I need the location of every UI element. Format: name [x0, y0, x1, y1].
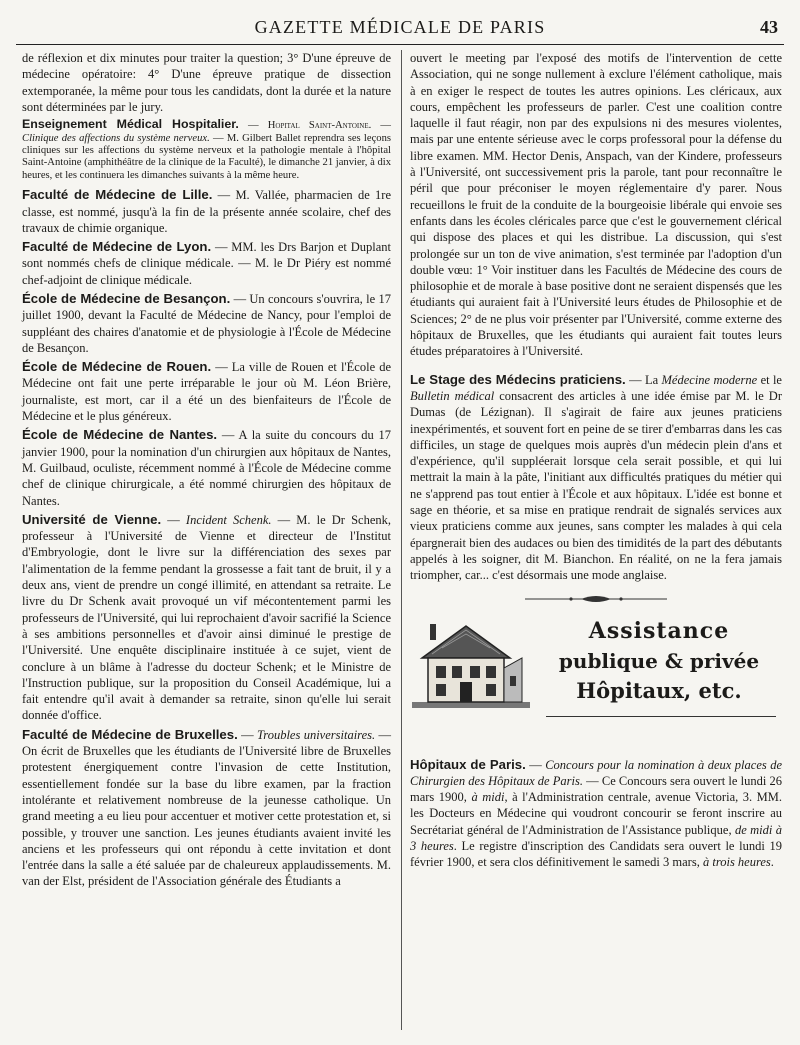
section-rule	[546, 716, 776, 717]
item-place: Hopital Saint-Antoine.	[267, 120, 372, 132]
news-item-bruxelles: Faculté de Médecine de Bruxelles. — Troubles universitaires. — On écrit de Bruxelles que les étudiants de l'Université libre de Bruxelles protestent énergiquement contre l'invasion de cette Institution, essentiellement fondée sur la base du libre examen, par la fraction intolérante et relativement nombreuse de la jeunesse catholique. Un grand meeting a eu lieu pour accentuer et motiver cette protestation et, si possible, y trouver une sanction. Les jeunes étudiants avaient invité les anciens et les professeurs qui ont répondu à cette invitation et dont l'entrée dans la salle a été saluée par de chaleureux applaudissements. M. van der Elst, président de l'Association générale des Étudiants a	[22, 726, 392, 889]
item-heading: École de Médecine de Besançon.	[22, 291, 231, 306]
paragraph-continued: de réflexion et dix minutes pour traiter la question; 3° D'une épreuve de médecine opératoire: 4° D'une épreuve pratique de dissection extemporanée, la même pour tous les candidats, dont la durée et la nature sont déterminées par le jury.	[22, 51, 391, 114]
item-text: consacrent des articles à une idée émise par M. le Dr Dumas (de Lézignan). Il s'agirait de faire aux jeunes praticiens inexpérimentés, et souvent fort en peine de se tirer d'embarras dans les cas difficiles, un stage de quelques mois auprès d'un médecin plein d'ans et d'expérience, qu'il suppléerait lorsque cela serait possible, et qui lui mettrait la main à la pâte, l'initiant aux difficultés pratiques du métier qui ne s'apprend pas tout entier à l'École et aux hôpitaux. L'idée est bonne et sage en théorie, et sa mise en pratique rendrait de signalés services aux vieux praticiens comme aux jeunes, sans compter les malades à qui cela épargnerait bien des audaces ou bien des timidités de la part des débutants appelés à les soigner, dit M. Bianchon. En réalité, on ne la fera jamais triompher, car... c'est désormais une mode anglaise.	[410, 388, 782, 583]
section-title-line1: Assistance	[588, 617, 730, 644]
item-text: — A la suite du concours du 17 janvier 1900, pour la nomination d'un chirurgien aux hôpitaux de Nantes, M. Guilbaud, oculiste, récemment nommé à l'École de Médecine comme chef de clinique chirurgicale, a été nommé chirurgien des hôpitaux de Nantes.	[22, 428, 391, 508]
ornamental-divider	[521, 594, 671, 604]
news-item-besancon	[22, 291, 391, 356]
news-item-vienne: Université de Vienne. — Incident Schenk. — M. le Dr Schenk, professeur à l'Université de Vienne et directeur de l'Institut d'Embryologie, dont le livre sur la différenciation des sexes par l'alimentation de la femme pendant la grossesse a fait tant de bruit, il y a deux ans, vient de prendre un congé illimité, en attendant sa retraite. Le livre du Dr Schenk avait provoqué un vif mécontentement parmi les professeurs de l'Université, qui lui reprochaient d'avoir sacrifié la Science à ses ambitions personnelles et d'avoir ainsi diminué le prestige de l'Université. Une enquête disciplinaire instituée à ce sujet, vient de conclure à un blâme à l'adresse du docteur Schenk; et le Ministre de l'Instruction publique, sur la proposition du Conseil Académique, lui a fait entendre qu'il avait à demander sa retraite, sinon qu'elle lui serait donnée d'office.	[22, 511, 392, 723]
item-heading: Enseignement Médical Hospitalier.	[22, 117, 239, 132]
item-heading: Université de Vienne.	[22, 511, 162, 527]
item-heading: Hôpitaux de Paris.	[410, 756, 526, 772]
news-item-lille	[22, 187, 391, 236]
item-text: — M. le Dr Schenk, professeur à l'Université de Vienne et directeur de l'Institut d'Embryologie, dont le livre sur la différenciation des sexes par l'alimentation de la femme pendant la grossesse a fait tant de bruit, il y a deux ans, vient de prendre un congé illimité, en attendant sa retraite. Le livre du Dr Schenk avait provoqué un vif mécontentement parmi les professeurs de l'Université, qui lui reprochaient d'avoir sacrifié la Science à ses ambitions personnelles et d'avoir ainsi diminué le prestige de l'Université. Une enquête disciplinaire instituée à ce sujet, vient de conclure à un blâme à l'adresse du docteur Schenk; et le Ministre de l'Instruction publique, sur la proposition du Conseil Académique, lui a fait entendre qu'il avait à demander sa retraite, sinon qu'elle lui serait donnée d'office.	[22, 512, 392, 723]
hospital-building-icon	[412, 618, 530, 710]
paragraph-bruxelles-continued: ouvert le meeting par l'exposé des motifs de l'intervention de cette Association, qui ne songe nullement à exclure l'élément catholique, mais à en exiger le respect de toutes les autres opinions. Les cléricaux, aux cours, empêchent les professeurs de parler. C'est une coalition contre laquelle il faut réagir, non par des expulsions ni des mesures violentes, mais par une entente sérieuse avec le corps professoral pour la défense du libre examen. MM. Hector Denis, Anspach, van der Kindere, professeurs à l'Université, ont successivement pris la parole, tant pour reconnaître le péril que pour préconiser le moyen réglementaire d'y parer. Nous recueillons le fruit de la conduite de la bourgeoisie libérale qui envoie ses enfants dans les écoles cléricales parce que c'est le gouvernement clérical qui dispose des places et qui les distribue. La discussion, qui s'est prolongée sur un ton de vive animation, s'est terminée par l'adoption d'un double vœu: 1° Voir instituer dans les Facultés de Médecine des cours de philosophie et de morale à base positive dont ne seraient dispensés que les étudiants qui auraient fait à l'Université leurs études de Philosophie et de Sciences; 2° de ne plus voir présenter par l'Université, comme externe des hôpitaux de Bruxelles, que les étudiants qui auraient fait toutes leurs études préparatoires à l'Université.	[410, 51, 782, 359]
item-text: — Un concours s'ouvrira, le 17 juillet 1900, devant la Faculté de Médecine de Nancy, pour l'emploi de suppléant des chaires d'anatomie et de physiologie à l'École de Médecine de Besançon.	[22, 292, 391, 355]
item-heading: École de Médecine de Rouen.	[22, 359, 212, 375]
section-title	[536, 616, 782, 706]
section-banner	[410, 616, 782, 751]
item-text: — On écrit de Bruxelles que les étudiants de l'Université libre de Bruxelles protestent énergiquement contre l'invasion de cette Institution, essentiellement fondée sur la base du libre examen, par la fraction intolérante et relativement nombreuse de la jeunesse catholique. Un grand meeting a eu lieu pour accentuer et motiver cette protestation et, si possible, y trouver une sanction. Les jeunes étudiants avaient invité les anciens et les professeurs qui ont répondu à cette invitation et dont l'entrée dans la salle a été saluée par de chaleureux applaudissements. M. van der Elst, président de l'Association générale des Étudiants a	[22, 727, 392, 889]
news-item-hopitaux-paris: Hôpitaux de Paris. — Concours pour la nomination à deux places de Chirurgien des Hôpitaux de Paris. — Ce Concours sera ouvert le lundi 26 mars 1900, à midi, à l'Administration centrale, avenue Victoria, 3. MM. les Docteurs en Médecine qui voudront concourir se feront inscrire au Secrétariat général de l'Administration de l'Assistance publique, de midi à 3 heures. Le registre d'inscription des Candidats sera ouvert le lundi 19 février 1900, et sera clos définitivement le samedi 3 mars, à trois heures.	[410, 756, 783, 870]
news-item-rouen	[22, 359, 391, 424]
right-column	[410, 50, 782, 874]
page-number: 43	[760, 17, 778, 37]
item-text: — MM. les Drs Barjon et Duplant sont nommés chefs de clinique médicale. — M. le Dr Piéry est nommé chef-adjoint de clinique médicale.	[22, 240, 391, 287]
section-title-line3: Hôpitaux, etc.	[576, 677, 742, 703]
news-item-stage: Le Stage des Médecins praticiens. — La Médecine moderne et le Bulletin médical consacrent des articles à une idée émise par M. le Dr Dumas (de Lézignan). Il s'agirait de faire aux jeunes praticiens inexpérimentés, et souvent fort en peine de se tirer d'embarras dans les cas difficiles, un stage de quelques mois auprès d'un médecin plein d'ans et d'expérience, qu'il suppléerait lorsque cela serait possible, et qui lui mettrait la main à la pâte, l'initiant aux difficultés pratiques du métier qui ne s'apprend pas tout entier à l'École et aux hôpitaux. L'idée est bonne et sage en théorie, et sa mise en pratique rendrait de signalés services aux vieux praticiens comme aux jeunes, sans compter les malades à qui cela épargnerait bien des audaces ou bien des timidités de la part des débutants appelés à les soigner, dit M. Bianchon. En réalité, on ne la fera jamais triompher, car... c'est désormais une mode anglaise.	[410, 371, 782, 583]
item-heading: Le Stage des Médecins praticiens.	[410, 371, 626, 387]
header-rule	[16, 44, 784, 45]
item-subtitle: Clinique des affections du système nerveux.	[22, 132, 210, 144]
item-text: — M. Vallée, pharmacien de 1re classe, est nommé, jusqu'à la fin de la présente année scolaire, chef des travaux de chimie organique.	[22, 188, 391, 235]
left-column	[22, 50, 391, 893]
page-header	[14, 14, 786, 40]
item-text: — La ville de Rouen et l'École de Médecine ont fait une perte irréparable le jour où M. Léon Brière, journaliste, est mort, car il a été un des bienfaiteurs de l'École de Médecine et le plus généreux.	[22, 360, 391, 424]
column-divider	[401, 50, 402, 1030]
journal-title: GAZETTE MÉDICALE DE PARIS	[254, 17, 546, 37]
item-subtitle: Incident Schenk.	[185, 512, 272, 527]
item-heading: Faculté de Médecine de Lyon.	[22, 239, 212, 255]
news-item-nantes	[22, 427, 391, 508]
item-heading: Faculté de Médecine de Bruxelles.	[22, 726, 238, 742]
item-text: — M. Gilbert Ballet reprendra ses leçons cliniques sur les affections du système nerveux et la pathologie mentale à l'hôpital Saint-Antoine (amphithéâtre de la clinique de la Faculté), le dimanche 21 janvier, à dix heures, et les continuera les dimanches suivants à la même heure.	[22, 132, 391, 181]
section-title-line2: publique & privée	[558, 648, 760, 673]
news-item-lyon	[22, 239, 391, 288]
item-subtitle: Concours pour la nomination à deux places de Chirurgien des Hôpitaux de Paris.	[410, 757, 783, 788]
item-heading: Faculté de Médecine de Lille.	[22, 187, 213, 203]
news-item-hospital-teaching: Enseignement Médical Hospitalier. — Hopital Saint-Antoine. — Clinique des affections du système nerveux. — M. Gilbert Ballet reprendra ses leçons cliniques sur les affections du système nerveux et la pathologie mentale à l'hôpital Saint-Antoine (amphithéâtre de la clinique de la Faculté), le dimanche 21 janvier, à dix heures, et les continuera les dimanches suivants à la même heure.	[22, 117, 391, 181]
item-subtitle: Troubles universitaires.	[257, 727, 376, 742]
item-heading: École de Médecine de Nantes.	[22, 427, 218, 443]
